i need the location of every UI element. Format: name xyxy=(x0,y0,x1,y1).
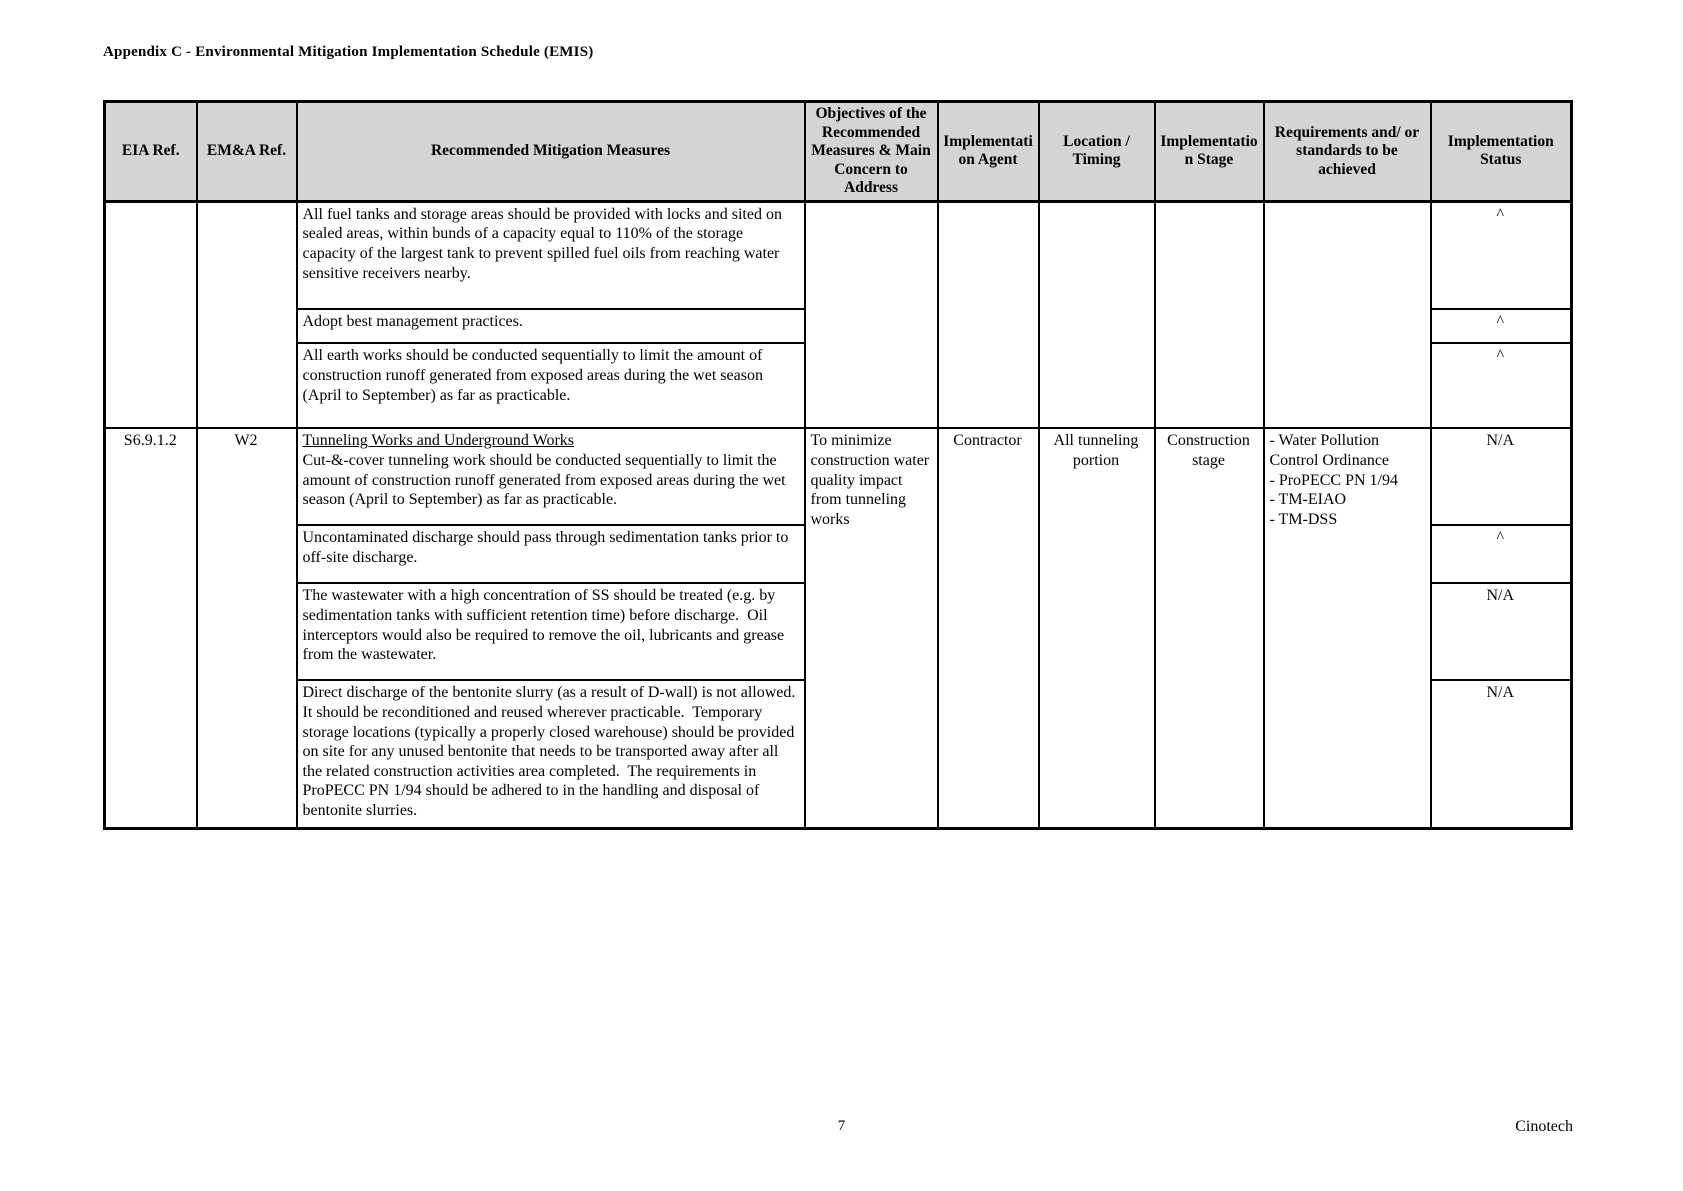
cell-location-timing: All tunneling portion xyxy=(1039,428,1155,828)
col-header-stage: Implementation Stage xyxy=(1155,102,1264,202)
cell-implementation-agent: Contractor xyxy=(938,428,1039,828)
page-number: 7 xyxy=(837,1118,846,1134)
cell-implementation-stage: Construction stage xyxy=(1155,428,1264,828)
col-header-status: Implementation Status xyxy=(1431,102,1572,202)
requirement-item: - Water Pollution Control Ordinance xyxy=(1269,432,1390,469)
requirement-item: - TM-DSS xyxy=(1269,510,1338,528)
cell-eia-ref xyxy=(105,201,197,428)
col-header-eia-ref: EIA Ref. xyxy=(105,102,197,202)
col-header-agent: Implementation Agent xyxy=(938,102,1039,202)
footer-company-name: Cinotech xyxy=(1515,1118,1573,1135)
cell-implementation-status: ^ xyxy=(1431,201,1572,309)
measure-heading: Tunneling Works and Underground Works xyxy=(302,432,574,450)
emis-table xyxy=(103,100,1573,830)
header-row xyxy=(105,102,1572,202)
cell-implementation-status: N/A xyxy=(1431,583,1572,680)
cell-ema-ref xyxy=(197,201,297,428)
table-row xyxy=(105,428,1572,525)
cell-requirements xyxy=(1264,428,1431,828)
cell-implementation-status: ^ xyxy=(1431,525,1572,583)
cell-implementation-status: ^ xyxy=(1431,343,1572,428)
cell-implementation-agent xyxy=(938,201,1039,428)
cell-implementation-stage xyxy=(1155,201,1264,428)
cell-implementation-status: N/A xyxy=(1431,428,1572,525)
page-title: Appendix C - Environmental Mitigation Implementation Schedule (EMIS) xyxy=(103,44,594,60)
cell-mitigation-measure xyxy=(297,525,805,583)
measure-text: All fuel tanks and storage areas should be provided with locks and sited on sealed areas, within bunds of a capacity equal to 110% of the storage capacity of the largest tank to prevent spilled fuel oils from reaching water sensitive receivers nearby. xyxy=(302,205,786,282)
cell-ema-ref: W2 xyxy=(197,428,297,828)
measure-text: Uncontaminated discharge should pass through sedimentation tanks prior to off-site discharge. xyxy=(302,529,793,566)
requirement-item: - ProPECC PN 1/94 xyxy=(1269,471,1398,489)
requirement-item: - TM-EIAO xyxy=(1269,491,1347,509)
cell-requirements xyxy=(1264,201,1431,428)
cell-mitigation-measure xyxy=(297,428,805,525)
col-header-location-timing: Location / Timing xyxy=(1039,102,1155,202)
col-header-requirements: Requirements and/ or standards to be achieved xyxy=(1264,102,1431,202)
cell-mitigation-measure xyxy=(297,680,805,828)
table-row xyxy=(105,201,1572,309)
cell-mitigation-measure xyxy=(297,309,805,343)
measure-text: All earth works should be conducted sequentially to limit the amount of construction runoff generated from exposed areas during the wet season (April to September) as far as practicable. xyxy=(302,347,767,404)
cell-mitigation-measure xyxy=(297,201,805,309)
col-header-measures: Recommended Mitigation Measures xyxy=(297,102,805,202)
cell-eia-ref: S6.9.1.2 xyxy=(105,428,197,828)
measure-text: The wastewater with a high concentration of SS should be treated (e.g. by sedimentation tanks with sufficient retention time) before discharge. Oil interceptors would also be required to remove the oil, lubricants and grease from the wastewater. xyxy=(302,587,789,664)
measure-text: Cut-&-cover tunneling work should be conducted sequentially to limit the amount of construction runoff generated from exposed areas during the wet season (April to September) as far as practicable. xyxy=(302,451,790,509)
measure-text: Adopt best management practices. xyxy=(302,313,523,331)
cell-implementation-status: ^ xyxy=(1431,309,1572,343)
cell-implementation-status: N/A xyxy=(1431,680,1572,828)
cell-mitigation-measure xyxy=(297,343,805,428)
cell-mitigation-measure xyxy=(297,583,805,680)
table-header xyxy=(105,102,1572,202)
cell-objectives xyxy=(805,201,938,428)
col-header-objectives: Objectives of the Recommended Measures & Main Concern to Address xyxy=(805,102,938,202)
cell-location-timing xyxy=(1039,201,1155,428)
cell-objectives: To minimize construction water quality impact from tunneling works xyxy=(805,428,938,828)
table-body xyxy=(105,201,1572,828)
col-header-ema-ref: EM&A Ref. xyxy=(197,102,297,202)
measure-text: Direct discharge of the bentonite slurry (as a result of D-wall) is not allowed. It should be reconditioned and reused wherever practicable. Temporary storage locations (typically a properly closed warehouse) should be provided on site for any unused bentonite that needs to be transported away after all the related construction activities area completed. The requirements in ProPECC PN 1/94 should be adhered to in the handling and disposal of bentonite slurries. xyxy=(302,684,800,819)
